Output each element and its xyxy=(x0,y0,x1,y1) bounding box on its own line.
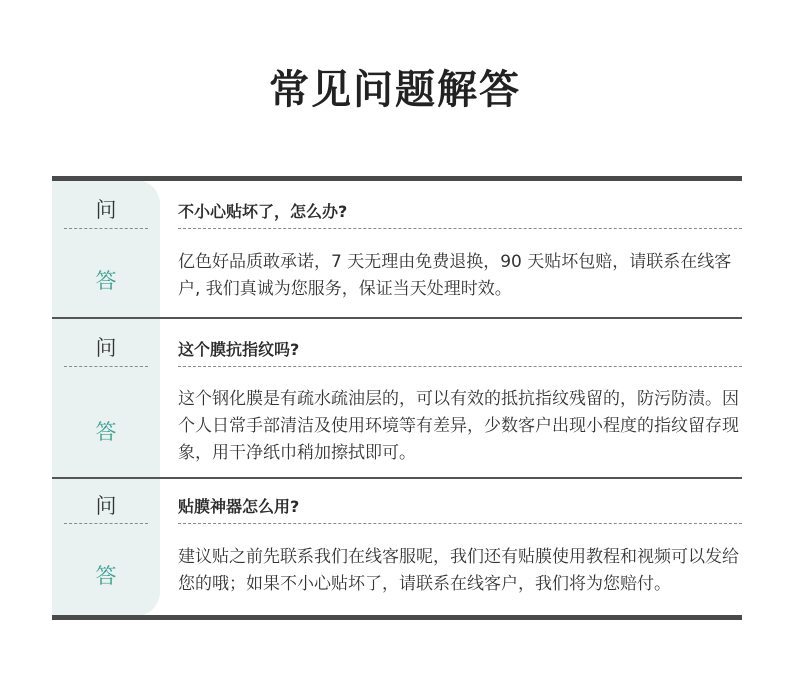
question-label: 问 xyxy=(95,336,117,360)
answer-label: 答 xyxy=(95,269,117,293)
question-text: 不小心贴坏了，怎么办? xyxy=(178,202,348,221)
answer-text: 这个钢化膜是有疏水疏油层的，可以有效的抵抗指纹残留的，防污防渍。因个人日常手部清洁及使用环境等有差异，少数客户出现小程度的指纹留存现象，用干净纸巾稍加擦拭即可。 xyxy=(178,389,739,463)
faq-item-1 xyxy=(52,181,742,317)
question-label: 问 xyxy=(95,198,117,222)
question-label: 问 xyxy=(95,494,117,518)
faq-table xyxy=(52,176,742,620)
question-divider xyxy=(178,523,742,524)
question-text: 贴膜神器怎么用? xyxy=(178,497,300,516)
table-bottom-rule xyxy=(52,615,742,620)
answer-text: 亿色好品质敢承诺，7 天无理由免费退换，90 天贴坏包赔，请联系在线客户, 我们真诚为您服务，保证当天处理时效。 xyxy=(178,252,732,299)
label-divider xyxy=(64,523,148,524)
answer-label: 答 xyxy=(95,564,117,588)
question-divider xyxy=(178,366,742,367)
answer-text: 建议贴之前先联系我们在线客服呢，我们还有贴膜使用教程和视频可以发给您的哦；如果不小心贴坏了，请联系在线客户，我们将为您赔付。 xyxy=(178,547,739,594)
answer-label: 答 xyxy=(95,420,117,444)
question-text: 这个膜抗指纹吗? xyxy=(178,340,300,359)
question-divider xyxy=(178,228,742,229)
faq-item-2 xyxy=(52,319,742,477)
label-divider xyxy=(64,366,148,367)
label-divider xyxy=(64,228,148,229)
faq-item-3 xyxy=(52,479,742,615)
page-title: 常见问题解答 xyxy=(269,67,521,113)
